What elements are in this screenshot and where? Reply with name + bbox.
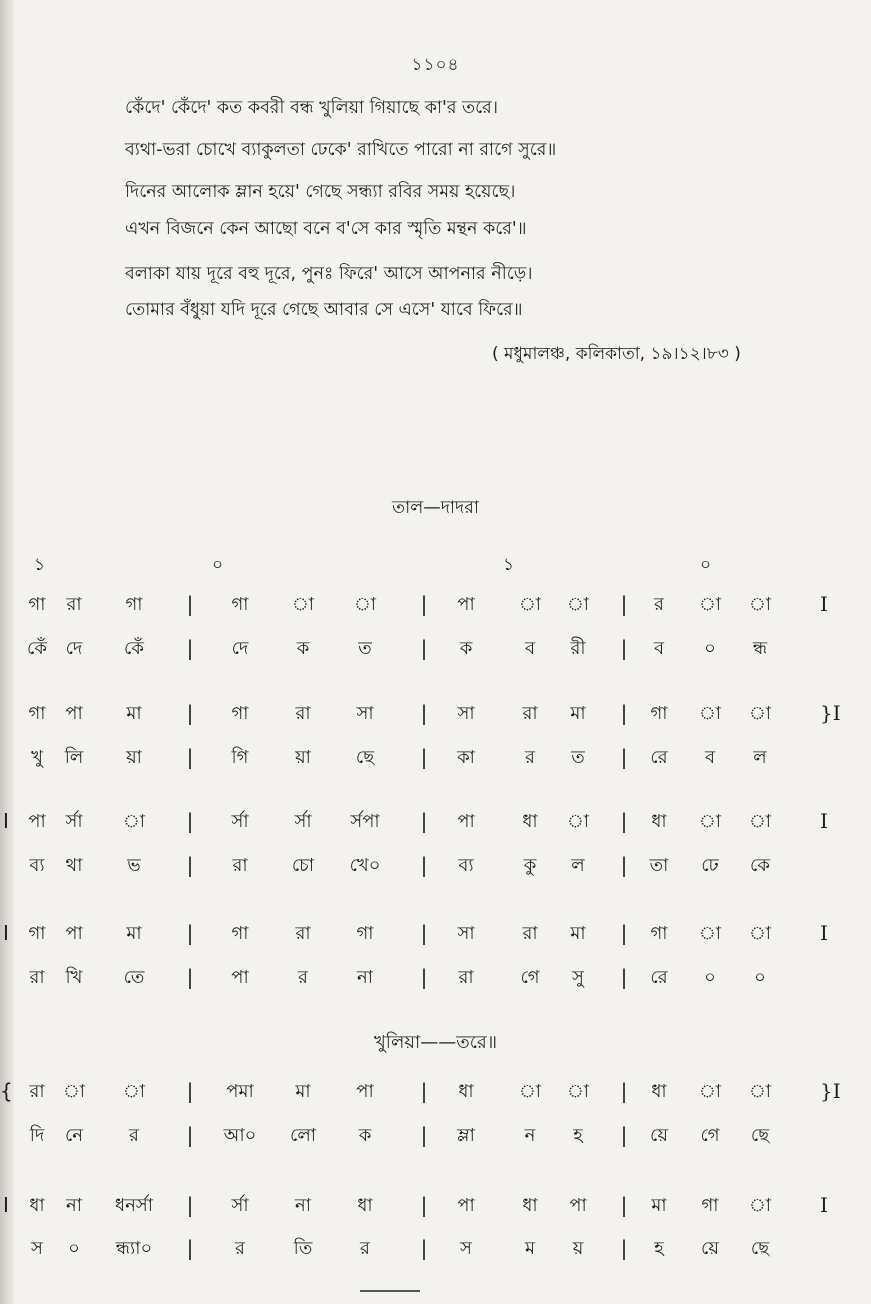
- bar-line: |: [620, 921, 628, 945]
- swara-cell: র্সপা: [350, 811, 380, 832]
- swara-cell: রা: [522, 923, 538, 944]
- syllable-cell: গে: [700, 1125, 720, 1146]
- syllable-cell: নে: [64, 1125, 84, 1146]
- syllable-cell: গে: [520, 967, 540, 988]
- syllable-cell: খু: [31, 747, 43, 768]
- lyric-line-5: বলাকা যায় দূরে বহু দূরে, পুনঃ ফিরে' আসে আপনার নীড়ে।: [125, 264, 533, 284]
- bar-line: |: [420, 592, 428, 616]
- swara-row-1: [0, 589, 871, 629]
- syllable-cell: ০: [704, 967, 716, 988]
- syllable-cell: ছে: [750, 1238, 770, 1259]
- row-end-mark: }I: [820, 1079, 841, 1103]
- syllable-cell: ত: [358, 638, 372, 659]
- syllable-cell: দে: [231, 638, 249, 659]
- bar-line: |: [420, 1079, 428, 1103]
- bar-line: |: [186, 636, 194, 660]
- bar-line: |: [420, 1123, 428, 1147]
- swara-cell: া: [122, 1081, 146, 1102]
- bar-line: |: [620, 1123, 628, 1147]
- swara-cell: গা: [356, 923, 374, 944]
- syllable-cell: ০: [754, 967, 766, 988]
- bar-line: |: [420, 921, 428, 945]
- syllable-cell: গি: [231, 747, 249, 768]
- swara-cell: মা: [126, 923, 142, 944]
- syllable-cell: রী: [570, 638, 586, 659]
- swara-cell: গা: [231, 594, 249, 615]
- row-start-mark: I: [3, 1193, 9, 1217]
- swara-cell: া: [748, 1195, 772, 1216]
- syllable-cell: রা: [458, 967, 474, 988]
- syllable-cell: ব: [704, 747, 716, 768]
- bar-line: |: [620, 965, 628, 989]
- syllable-cell: য়া: [295, 747, 311, 768]
- swara-cell: গা: [28, 594, 46, 615]
- swara-cell: পা: [356, 1081, 374, 1102]
- syllable-cell: তা: [649, 855, 669, 876]
- syllable-cell: খি: [65, 967, 83, 988]
- bar-line: |: [620, 809, 628, 833]
- beat-mark-1: ১: [34, 555, 46, 575]
- syllable-cell: রা: [232, 855, 248, 876]
- swara-row-2: [0, 698, 871, 738]
- bar-line: |: [186, 1193, 194, 1217]
- swara-cell: ধা: [522, 811, 538, 832]
- lyric-syllable-row-1: [0, 633, 871, 673]
- lyric-line-2: ব্যথা-ভরা চোখে ব্যাকুলতা ঢেকে' রাখিতে পারো না রাগে সুরে॥: [125, 140, 557, 160]
- swara-cell: া: [698, 923, 722, 944]
- syllable-cell: য়: [572, 1238, 584, 1259]
- syllable-cell: কেঁ: [124, 638, 144, 659]
- swara-cell: র: [654, 594, 664, 615]
- syllable-cell: র: [129, 1125, 139, 1146]
- swara-cell: া: [748, 923, 772, 944]
- bar-line: |: [620, 1079, 628, 1103]
- beat-mark-3: ১: [503, 555, 515, 575]
- row-end-mark: I: [820, 1193, 828, 1217]
- swara-cell: া: [518, 594, 542, 615]
- syllable-cell: ন্ধ্যা০: [115, 1238, 153, 1259]
- lyric-syllable-row-4: [0, 962, 871, 1002]
- syllable-cell: ব: [524, 638, 536, 659]
- bar-line: |: [420, 853, 428, 877]
- swara-cell: পা: [457, 1195, 475, 1216]
- syllable-cell: ০: [68, 1238, 80, 1259]
- syllable-cell: ন: [524, 1125, 536, 1146]
- row-end-mark: I: [820, 592, 828, 616]
- bar-line: |: [186, 745, 194, 769]
- syllable-cell: স: [460, 1238, 472, 1259]
- swara-cell: রা: [66, 594, 82, 615]
- bar-line: |: [186, 965, 194, 989]
- syllable-cell: ভ: [127, 855, 141, 876]
- syllable-cell: চো: [291, 855, 315, 876]
- swara-cell: া: [698, 703, 722, 724]
- swara-row-6: [0, 1190, 871, 1230]
- bar-line: |: [620, 745, 628, 769]
- swara-cell: ধা: [651, 1081, 667, 1102]
- syllable-cell: কু: [523, 855, 537, 876]
- bar-line: |: [620, 636, 628, 660]
- bar-line: |: [420, 636, 428, 660]
- bar-line: |: [420, 1236, 428, 1260]
- syllable-cell: ব্য: [29, 855, 45, 876]
- page-footer-mark: [360, 1290, 420, 1300]
- bar-line: |: [620, 592, 628, 616]
- lyric-line-4: এখন বিজনে কেন আছো বনে ব'সে কার স্মৃতি মন্থন করে'॥: [125, 219, 527, 239]
- swara-cell: রা: [295, 923, 311, 944]
- syllable-cell: ক: [358, 1125, 372, 1146]
- swara-cell: গা: [28, 923, 46, 944]
- syllable-cell: ম: [525, 1238, 535, 1259]
- syllable-cell: হ: [573, 1125, 583, 1146]
- swara-cell: া: [122, 811, 146, 832]
- swara-cell: পা: [28, 811, 46, 832]
- swara-cell: ধা: [458, 1081, 474, 1102]
- swara-cell: গা: [125, 594, 143, 615]
- swara-cell: পমা: [226, 1081, 254, 1102]
- syllable-cell: ল: [753, 747, 767, 768]
- syllable-cell: স: [31, 1238, 43, 1259]
- refrain-line: খুলিয়া——তরে॥: [373, 1032, 498, 1053]
- row-end-mark: I: [820, 921, 828, 945]
- swara-cell: া: [62, 1081, 86, 1102]
- bar-line: |: [186, 1236, 194, 1260]
- swara-cell: সা: [457, 703, 475, 724]
- bar-line: |: [620, 1236, 628, 1260]
- swara-cell: মা: [651, 1195, 667, 1216]
- bar-line: |: [420, 701, 428, 725]
- swara-cell: পা: [65, 703, 83, 724]
- swara-cell: গা: [650, 703, 668, 724]
- syllable-cell: ০: [704, 638, 716, 659]
- lyric-syllable-row-5: [0, 1120, 871, 1160]
- swara-cell: মা: [126, 703, 142, 724]
- syllable-cell: লো: [290, 1125, 316, 1146]
- bar-line: |: [186, 1123, 194, 1147]
- syllable-cell: কে: [750, 855, 770, 876]
- swara-cell: ধা: [651, 811, 667, 832]
- beat-mark-2: ০: [212, 555, 224, 575]
- syllable-cell: ত: [571, 747, 585, 768]
- syllable-cell: না: [357, 967, 373, 988]
- swara-cell: া: [566, 1081, 590, 1102]
- swara-cell: ধা: [357, 1195, 373, 1216]
- syllable-cell: ক: [459, 638, 473, 659]
- swara-cell: গা: [28, 703, 46, 724]
- bar-line: |: [186, 853, 194, 877]
- syllable-cell: ন্ধ: [752, 638, 768, 659]
- swara-cell: সা: [356, 703, 374, 724]
- swara-cell: র্সা: [65, 811, 83, 832]
- lyric-line-3: দিনের আলোক ম্লান হয়ে' গেছে সন্ধ্যা রবির সময় হয়েছে।: [125, 182, 516, 202]
- lyric-line-1: কেঁদে' কেঁদে' কত কবরী বন্ধ খুলিয়া গিয়াছে কা'র তরে।: [125, 98, 499, 118]
- swara-cell: া: [698, 594, 722, 615]
- swara-cell: া: [698, 1081, 722, 1102]
- swara-cell: ধা: [522, 1195, 538, 1216]
- page-number: ১১০৪: [411, 55, 460, 75]
- bar-line: |: [186, 592, 194, 616]
- syllable-cell: য়া: [126, 747, 142, 768]
- row-start-mark: {: [0, 1079, 13, 1103]
- swara-cell: গা: [701, 1195, 719, 1216]
- lyric-syllable-row-2: [0, 742, 871, 782]
- bar-line: |: [420, 809, 428, 833]
- syllable-cell: পা: [231, 967, 249, 988]
- swara-cell: না: [295, 1195, 311, 1216]
- syllable-cell: লি: [64, 747, 84, 768]
- swara-cell: সা: [457, 923, 475, 944]
- swara-cell: পা: [569, 1195, 587, 1216]
- syllable-cell: থা: [65, 855, 83, 876]
- bar-line: |: [186, 1079, 194, 1103]
- swara-cell: া: [748, 594, 772, 615]
- swara-row-4: [0, 918, 871, 958]
- swara-cell: া: [748, 1081, 772, 1102]
- bar-line: |: [186, 701, 194, 725]
- swara-cell: র্সা: [231, 1195, 249, 1216]
- syllable-cell: কা: [457, 747, 475, 768]
- syllable-cell: হ: [654, 1238, 664, 1259]
- swara-cell: মা: [570, 703, 586, 724]
- row-end-mark: }I: [820, 701, 841, 725]
- syllable-cell: রা: [29, 967, 45, 988]
- swara-cell: া: [698, 811, 722, 832]
- swara-cell: ধা: [29, 1195, 45, 1216]
- swara-cell: মা: [570, 923, 586, 944]
- taal-heading: তাল—দাদরা: [392, 498, 479, 518]
- swara-cell: া: [566, 594, 590, 615]
- swara-cell: র্সা: [231, 811, 249, 832]
- swara-cell: মা: [295, 1081, 311, 1102]
- syllable-cell: ব্য: [458, 855, 474, 876]
- swara-cell: া: [353, 594, 377, 615]
- bar-line: |: [420, 965, 428, 989]
- swara-cell: র্সা: [294, 811, 312, 832]
- syllable-cell: ছে: [750, 1125, 770, 1146]
- swara-cell: রা: [29, 1081, 45, 1102]
- syllable-cell: দি: [29, 1125, 45, 1146]
- swara-cell: া: [291, 594, 315, 615]
- bar-line: |: [420, 745, 428, 769]
- syllable-cell: তে: [123, 967, 145, 988]
- lyric-syllable-row-3: [0, 850, 871, 890]
- syllable-cell: সু: [572, 967, 584, 988]
- syllable-cell: ব: [653, 638, 665, 659]
- swara-cell: া: [748, 703, 772, 724]
- beat-mark-4: ০: [700, 555, 712, 575]
- syllable-cell: ঢে: [701, 855, 719, 876]
- syllable-cell: রে: [650, 747, 668, 768]
- lyric-line-6: তোমার বঁধুয়া যদি দূরে গেছে আবার সে এসে' যাবে ফিরে॥: [125, 300, 523, 320]
- lyric-syllable-row-6: [0, 1233, 871, 1273]
- swara-cell: রা: [522, 703, 538, 724]
- swara-cell: পা: [457, 594, 475, 615]
- syllable-cell: ম্লা: [457, 1125, 475, 1146]
- row-end-mark: I: [820, 809, 828, 833]
- swara-cell: গা: [650, 923, 668, 944]
- syllable-cell: ক: [296, 638, 310, 659]
- syllable-cell: ছে: [355, 747, 375, 768]
- bar-line: |: [420, 1193, 428, 1217]
- syllable-cell: য়ে: [701, 1238, 719, 1259]
- syllable-cell: আ০: [223, 1125, 257, 1146]
- syllable-cell: র: [235, 1238, 245, 1259]
- citation: ( মধুমালঞ্চ, কলিকাতা, ১৯।১২।৮৩ ): [492, 344, 741, 364]
- syllable-cell: য়ে: [650, 1125, 668, 1146]
- syllable-cell: ল: [571, 855, 585, 876]
- syllable-cell: দে: [65, 638, 83, 659]
- swara-row-5: [0, 1076, 871, 1116]
- syllable-cell: র: [525, 747, 535, 768]
- swara-cell: পা: [457, 811, 475, 832]
- swara-cell: গা: [231, 703, 249, 724]
- bar-line: |: [186, 809, 194, 833]
- swara-cell: ধনর্সা: [115, 1195, 153, 1216]
- syllable-cell: খে০: [349, 855, 381, 876]
- syllable-cell: কেঁ: [27, 638, 47, 659]
- bar-line: |: [186, 921, 194, 945]
- swara-row-3: [0, 806, 871, 846]
- swara-cell: না: [66, 1195, 82, 1216]
- syllable-cell: র: [298, 967, 308, 988]
- swara-cell: পা: [65, 923, 83, 944]
- bar-line: |: [620, 853, 628, 877]
- swara-cell: গা: [231, 923, 249, 944]
- bar-line: |: [620, 701, 628, 725]
- syllable-cell: তি: [293, 1238, 313, 1259]
- swara-cell: া: [566, 811, 590, 832]
- swara-cell: রা: [295, 703, 311, 724]
- syllable-cell: র: [360, 1238, 370, 1259]
- bar-line: |: [620, 1193, 628, 1217]
- row-start-mark: I: [3, 809, 9, 833]
- syllable-cell: রে: [650, 967, 668, 988]
- row-start-mark: I: [3, 921, 9, 945]
- swara-cell: া: [748, 811, 772, 832]
- swara-cell: া: [518, 1081, 542, 1102]
